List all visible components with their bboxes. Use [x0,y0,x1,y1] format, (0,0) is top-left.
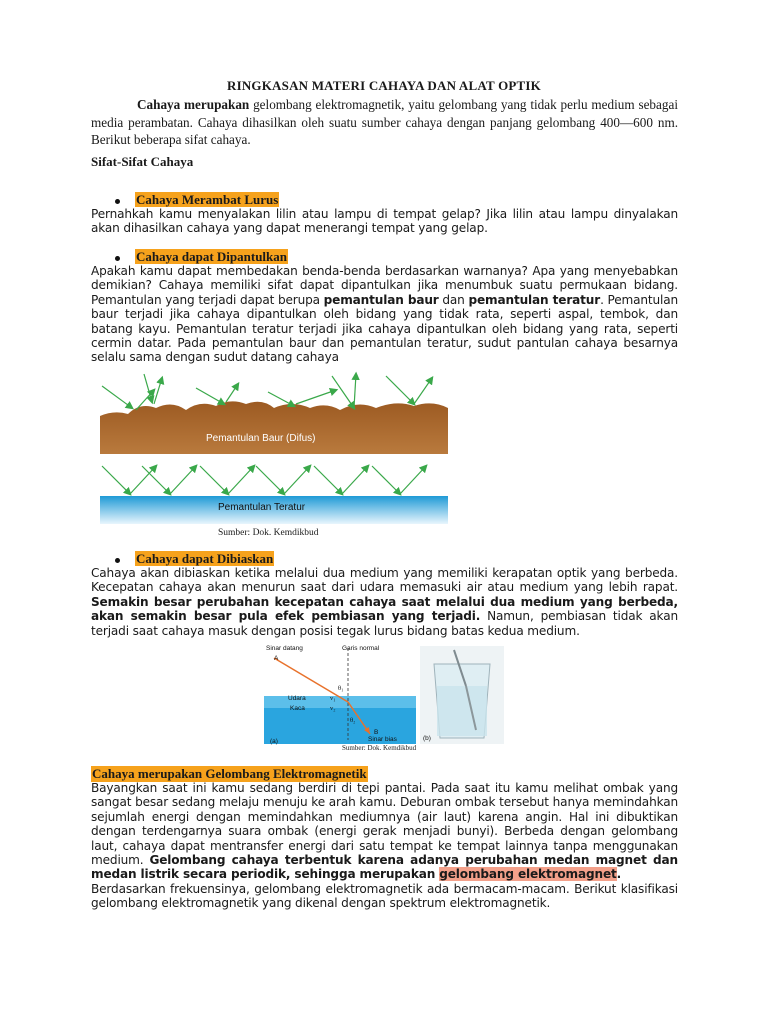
refract-bold: Semakin besar perubahan kecepatan cahaya saat melalui dua medium yang berbeda, akan semakin besar pula efek pembiasan yang terjadi. [91,594,678,624]
section-heading: Sifat-Sifat Cahaya [91,154,194,169]
bullet-item-reflect [115,249,288,265]
label-point-a: A [274,655,279,662]
intro-lead: Cahaya merupakan [137,97,250,112]
reflection-figure [96,370,452,530]
em-text-2: Berdasarkan frekuensinya, gelombang elektromagnetik ada bermacam-macam. Berikut klasifikasi gelombang elektromagnetik yang dikenal dengan spektrum elektromagnetik. [91,881,678,911]
bullet-item-refract [115,551,274,567]
em-bold-2: . [616,867,622,882]
label-air: Udara [288,695,306,702]
diffuse-surface [100,401,448,454]
em-text-1: Bayangkan saat ini kamu sedang berdiri di tepi pantai. Pada saat itu kamu melihat ombak yang sangat besar sedang melaju menuju ke arah kamu. Deburan ombak tersebut hanya memindahkan sejumlah energi dengan memindahkan mediumnya (air laut) karena angin. Hal ini dibuktikan dengan terdengarnya suara ombak (energi gerak menjadi bunyi). Berbeda dengan gelombang laut, cahaya dapat mentransfer energi dari satu tempat ke tempat lainnya tanpa menggunakan medium. [91,781,678,868]
label-glass: Kaca [290,705,305,712]
figure1-source: Sumber: Dok. Kemdikbud [218,528,319,538]
refract-text-2: Namun, pembiasan tidak akan terjadi saat cahaya masuk dengan posisi tegak lurus bidang batas kedua medium. [91,609,678,638]
regular-rays [102,466,426,494]
label-theta2: θ₂ [350,717,356,724]
label-theta1: θ₁ [338,685,344,692]
glass-photo [420,646,504,744]
paragraph-straight: Pernahkah kamu menyalakan lilin atau lampu di tempat gelap? Jika lilin atau lampu dinyalakan akan dihasilkan cahaya yang dapat menerangi tempat yang gelap. [91,207,678,236]
bullet-label: Cahaya dapat Dibiaskan [136,551,274,566]
figure2-source: Sumber: Dok. Kemdikbud [342,744,417,752]
bullet-label: Cahaya dapat Dipantulkan [136,249,287,264]
reflect-text-3: . Pemantulan baur terjadi jika cahaya dipantulkan oleh bidang yang tidak rata, seperti aspal, tembok, dan batang kayu. Pemantulan teratur terjadi jika cahaya dipantulkan oleh bidang yang rata, seperti cermin datar. Pada pemantulan baur dan pemantulan teratur, sudut pantulan cahaya besarnya selalu sama dengan sudut datang cahaya [91,292,679,365]
label-v1: v₁ [330,695,336,702]
bullet-dot [115,558,120,563]
refract-text-1: Cahaya akan dibiaskan ketika melalui dua medium yang memiliki kerapatan optik yang berbeda. Kecepatan cahaya akan menurun saat dari udara memasuki air atau medium yang lebih rapat. [91,566,678,595]
document-title: RINGKASAN MATERI CAHAYA DAN ALAT OPTIK [227,78,541,93]
incident-ray [274,658,348,702]
reflect-bold-1: pemantulan baur [323,292,439,307]
bullet-dot [115,199,120,204]
intro-text: gelombang elektromagnetik, yaitu gelombang yang tidak perlu medium sebagai media perambatan. Cahaya dihasilkan oleh suatu sumber cahaya dengan panjang gelombang 400—600 nm. Berikut beberapa sifat cahaya. [91,97,678,147]
reflect-bold-2: pemantulan teratur [468,292,601,307]
label-panel-a: (a) [270,738,278,745]
reflect-text-1: Apakah kamu dapat membedakan benda-benda berdasarkan warnanya? Apa yang menyebabkan demikian? Cahaya memiliki sifat dapat dipantulkan jika menumbuk suatu permukaan bidang. Pemantulan yang terjadi dapat berupa [91,264,678,307]
em-bold-1: Gelombang cahaya terbentuk karena adanya perubahan medan magnet dan medan listrik secara periodik, sehingga merupakan [91,853,678,882]
label-v2: v₂ [330,705,336,712]
label-incident: Sinar datang [266,645,303,652]
bullet-item-straight [115,192,279,208]
paragraph-refract [91,566,678,638]
intro-paragraph [91,96,678,149]
label-refracted: Sinar bias [368,736,397,743]
reflect-text-2: dan [438,292,469,307]
label-point-b: B [374,729,379,736]
paragraph-reflect [91,264,678,365]
diffuse-label: Pemantulan Baur (Difus) [206,433,316,444]
refraction-diagram [262,644,418,754]
heading-electromagnetic: Cahaya merupakan Gelombang Elektromagnetik [92,766,367,781]
paragraph-electromagnetic [91,781,678,911]
bullet-dot [115,256,120,261]
bullet-label: Cahaya Merambat Lurus [136,192,279,207]
label-normal: Garis normal [342,645,380,652]
label-panel-b: (b) [423,735,431,742]
em-highlight: gelombang elektromagnet [439,867,617,882]
regular-label: Pemantulan Teratur [218,502,306,513]
